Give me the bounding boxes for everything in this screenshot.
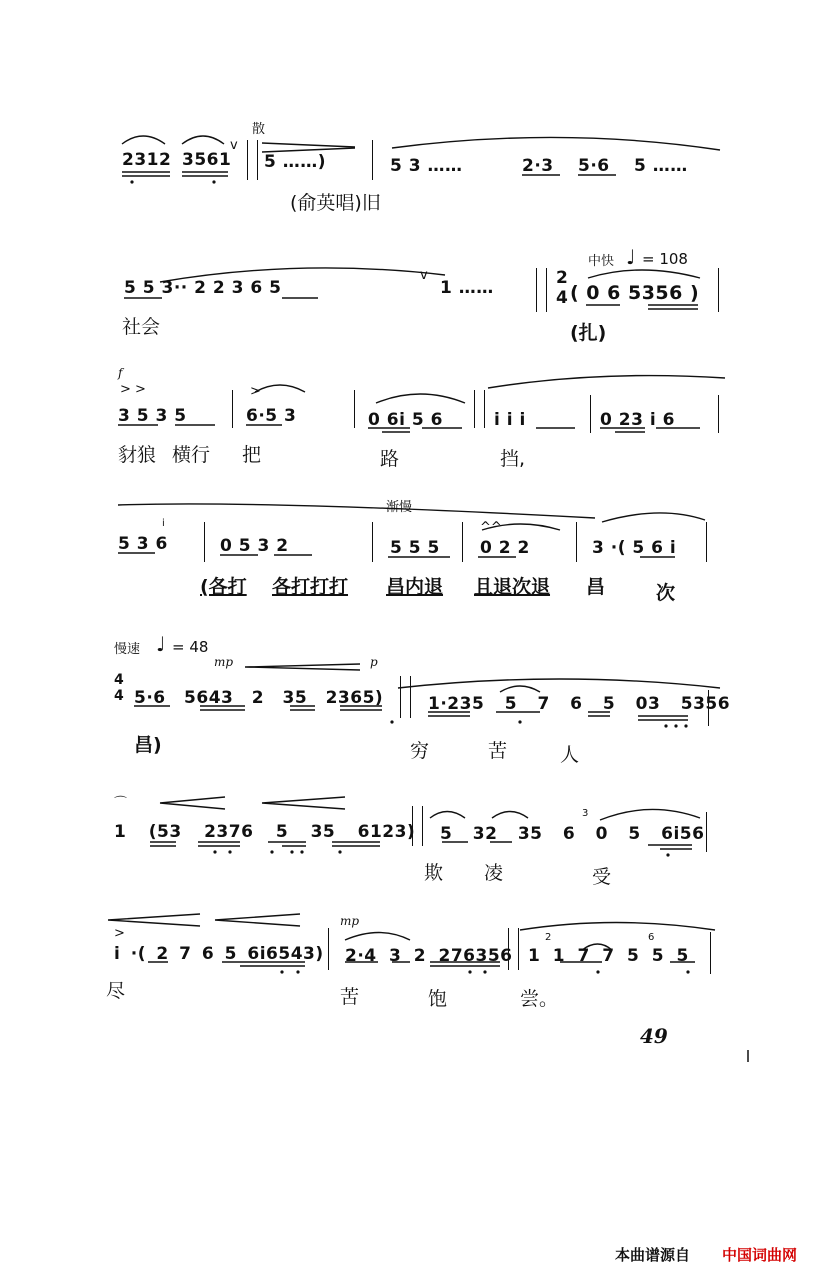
grace-note: 2 — [545, 932, 552, 943]
notes-measure: i i i — [494, 410, 526, 430]
percussion-syllable: (扎) — [570, 322, 607, 344]
barline — [422, 806, 423, 846]
notes-measure: 5 ……) — [264, 152, 327, 172]
barline — [710, 932, 711, 974]
time-signature-top: 4 — [114, 672, 125, 688]
accent-mark: > > — [120, 382, 146, 397]
barline — [412, 806, 413, 846]
notes-measure: 3 ·( 5 6 i — [592, 538, 677, 558]
barline — [708, 690, 709, 726]
grace-note: i — [162, 518, 165, 529]
notes-measure: 0 5 3 2 — [220, 536, 289, 556]
tempo-mark: 慢速 — [114, 642, 141, 657]
percussion-syllable: (各打 — [200, 576, 247, 598]
lyric: 挡, — [500, 448, 526, 470]
lyric: 把 — [242, 444, 262, 466]
lyric: 饱 — [428, 988, 448, 1010]
barline — [508, 928, 509, 970]
lyric: (俞英唱)旧 — [290, 192, 381, 214]
percussion-syllable: 各打打打 — [272, 576, 349, 598]
percussion-syllable: 且退次退 — [474, 576, 551, 598]
notes-measure: 6·5 3 — [246, 406, 297, 426]
accent-mark: > — [250, 384, 261, 399]
barline — [576, 522, 577, 562]
time-signature-bottom: 4 — [556, 288, 569, 308]
notes-measure: 0 23 i 6 — [600, 410, 675, 430]
notes-measure: 1 1 7 7 5 5 5 — [528, 946, 689, 966]
fermata-icon: ⌒ — [114, 796, 128, 811]
tempo-mark: 中快 — [588, 254, 615, 269]
barline — [372, 140, 373, 180]
notes-measure: 5 …… — [634, 156, 688, 176]
notes-measure: 2·4 3 2 276356 — [345, 946, 513, 966]
notes-measure: ( 0 6 5356 ) — [570, 282, 700, 304]
barline — [706, 812, 707, 852]
metronome-mark: = 48 — [172, 638, 209, 656]
barline — [328, 928, 329, 970]
percussion-syllable: 昌内退 — [386, 576, 444, 598]
barline — [354, 390, 355, 428]
breath-mark: v — [420, 268, 428, 283]
metronome-mark: = 108 — [642, 250, 688, 268]
time-signature-top: 2 — [556, 268, 569, 288]
notes-measure: 5 3 …… — [390, 156, 463, 176]
lyric: 尝。 — [520, 988, 559, 1010]
accent-mark: > — [114, 926, 125, 941]
notes-measure: 2·3 — [522, 156, 554, 176]
barline — [372, 522, 373, 562]
tempo-mark: 散 — [252, 122, 266, 137]
notes-measure: 0 6i 5 6 — [368, 410, 443, 430]
notes-measure: 5 5 3·· 2 2 3 6 5 — [124, 278, 282, 298]
percussion-syllable: 昌 — [586, 576, 606, 598]
grace-note: 6 — [648, 932, 655, 943]
quarter-note-icon: ♩ — [156, 632, 166, 656]
notes-measure: 2312 — [122, 150, 172, 170]
barline — [590, 395, 591, 433]
notes-measure: 5 32 35 6 0 5 6i56 — [440, 824, 705, 844]
notes-measure: 5·6 — [578, 156, 610, 176]
barline — [232, 390, 233, 428]
barline — [718, 395, 719, 433]
barline — [546, 268, 547, 312]
barline — [410, 676, 411, 718]
notes-measure: 5 5 5 — [390, 538, 440, 558]
tempo-mark: 渐慢 — [386, 500, 413, 515]
dynamic-mark: f — [118, 366, 123, 380]
lyric: 苦 — [340, 986, 360, 1008]
barline — [518, 928, 519, 970]
time-signature-bottom: 4 — [114, 688, 125, 704]
barline — [204, 522, 205, 562]
barline — [462, 522, 463, 562]
notes-measure: 5·6 5643 2 35 2365) — [134, 688, 384, 708]
trill-mark: ^^ — [480, 520, 502, 535]
lyric: 受 — [592, 866, 612, 888]
lyric: 穷 — [410, 740, 430, 762]
notes-measure: 5 3 6 — [118, 534, 168, 554]
dynamic-mark: mp — [214, 655, 234, 669]
grace-note: 3 — [582, 808, 589, 819]
notes-measure: 1 (53 2376 5 35 6123) — [114, 822, 416, 842]
quarter-note-icon: ♩ — [626, 245, 636, 269]
barline — [247, 140, 248, 180]
percussion-syllable: 次 — [656, 582, 676, 604]
barline — [400, 676, 401, 718]
footer-source-right[interactable]: 中国词曲网 — [722, 1246, 798, 1264]
lyric: 凌 — [484, 862, 504, 884]
lyric: 尽 — [106, 980, 126, 1002]
lyric: 横行 — [172, 444, 211, 466]
dynamic-mark: mp — [340, 914, 360, 928]
barline — [484, 390, 485, 428]
lyric: 豺狼 — [118, 444, 157, 466]
notes-measure: 1·235 5 7 6 5 03 5356 — [428, 694, 731, 714]
lyric: 欺 — [424, 862, 444, 884]
notes-measure: i ·( 2 7 6 5 6i6543) — [114, 944, 324, 964]
lyric: 人 — [560, 744, 580, 766]
barline — [257, 140, 258, 180]
notes-measure: 1 …… — [440, 278, 494, 298]
barline — [706, 522, 707, 562]
dynamic-mark: p — [370, 655, 378, 669]
breath-mark: v — [230, 138, 238, 153]
lyric: 苦 — [488, 740, 508, 762]
notes-measure: 3 5 3 5 — [118, 406, 187, 426]
notes-measure: 3561 — [182, 150, 232, 170]
percussion-syllable: 昌) — [134, 734, 162, 756]
barline — [536, 268, 537, 312]
lyric: 社会 — [122, 316, 161, 338]
lyric: 路 — [380, 448, 400, 470]
page-number: 49 — [640, 1024, 668, 1048]
barline — [718, 268, 719, 312]
barline — [474, 390, 475, 428]
notes-measure: 0 2 2 — [480, 538, 530, 558]
footer-source-left: 本曲谱源自 — [615, 1246, 691, 1264]
